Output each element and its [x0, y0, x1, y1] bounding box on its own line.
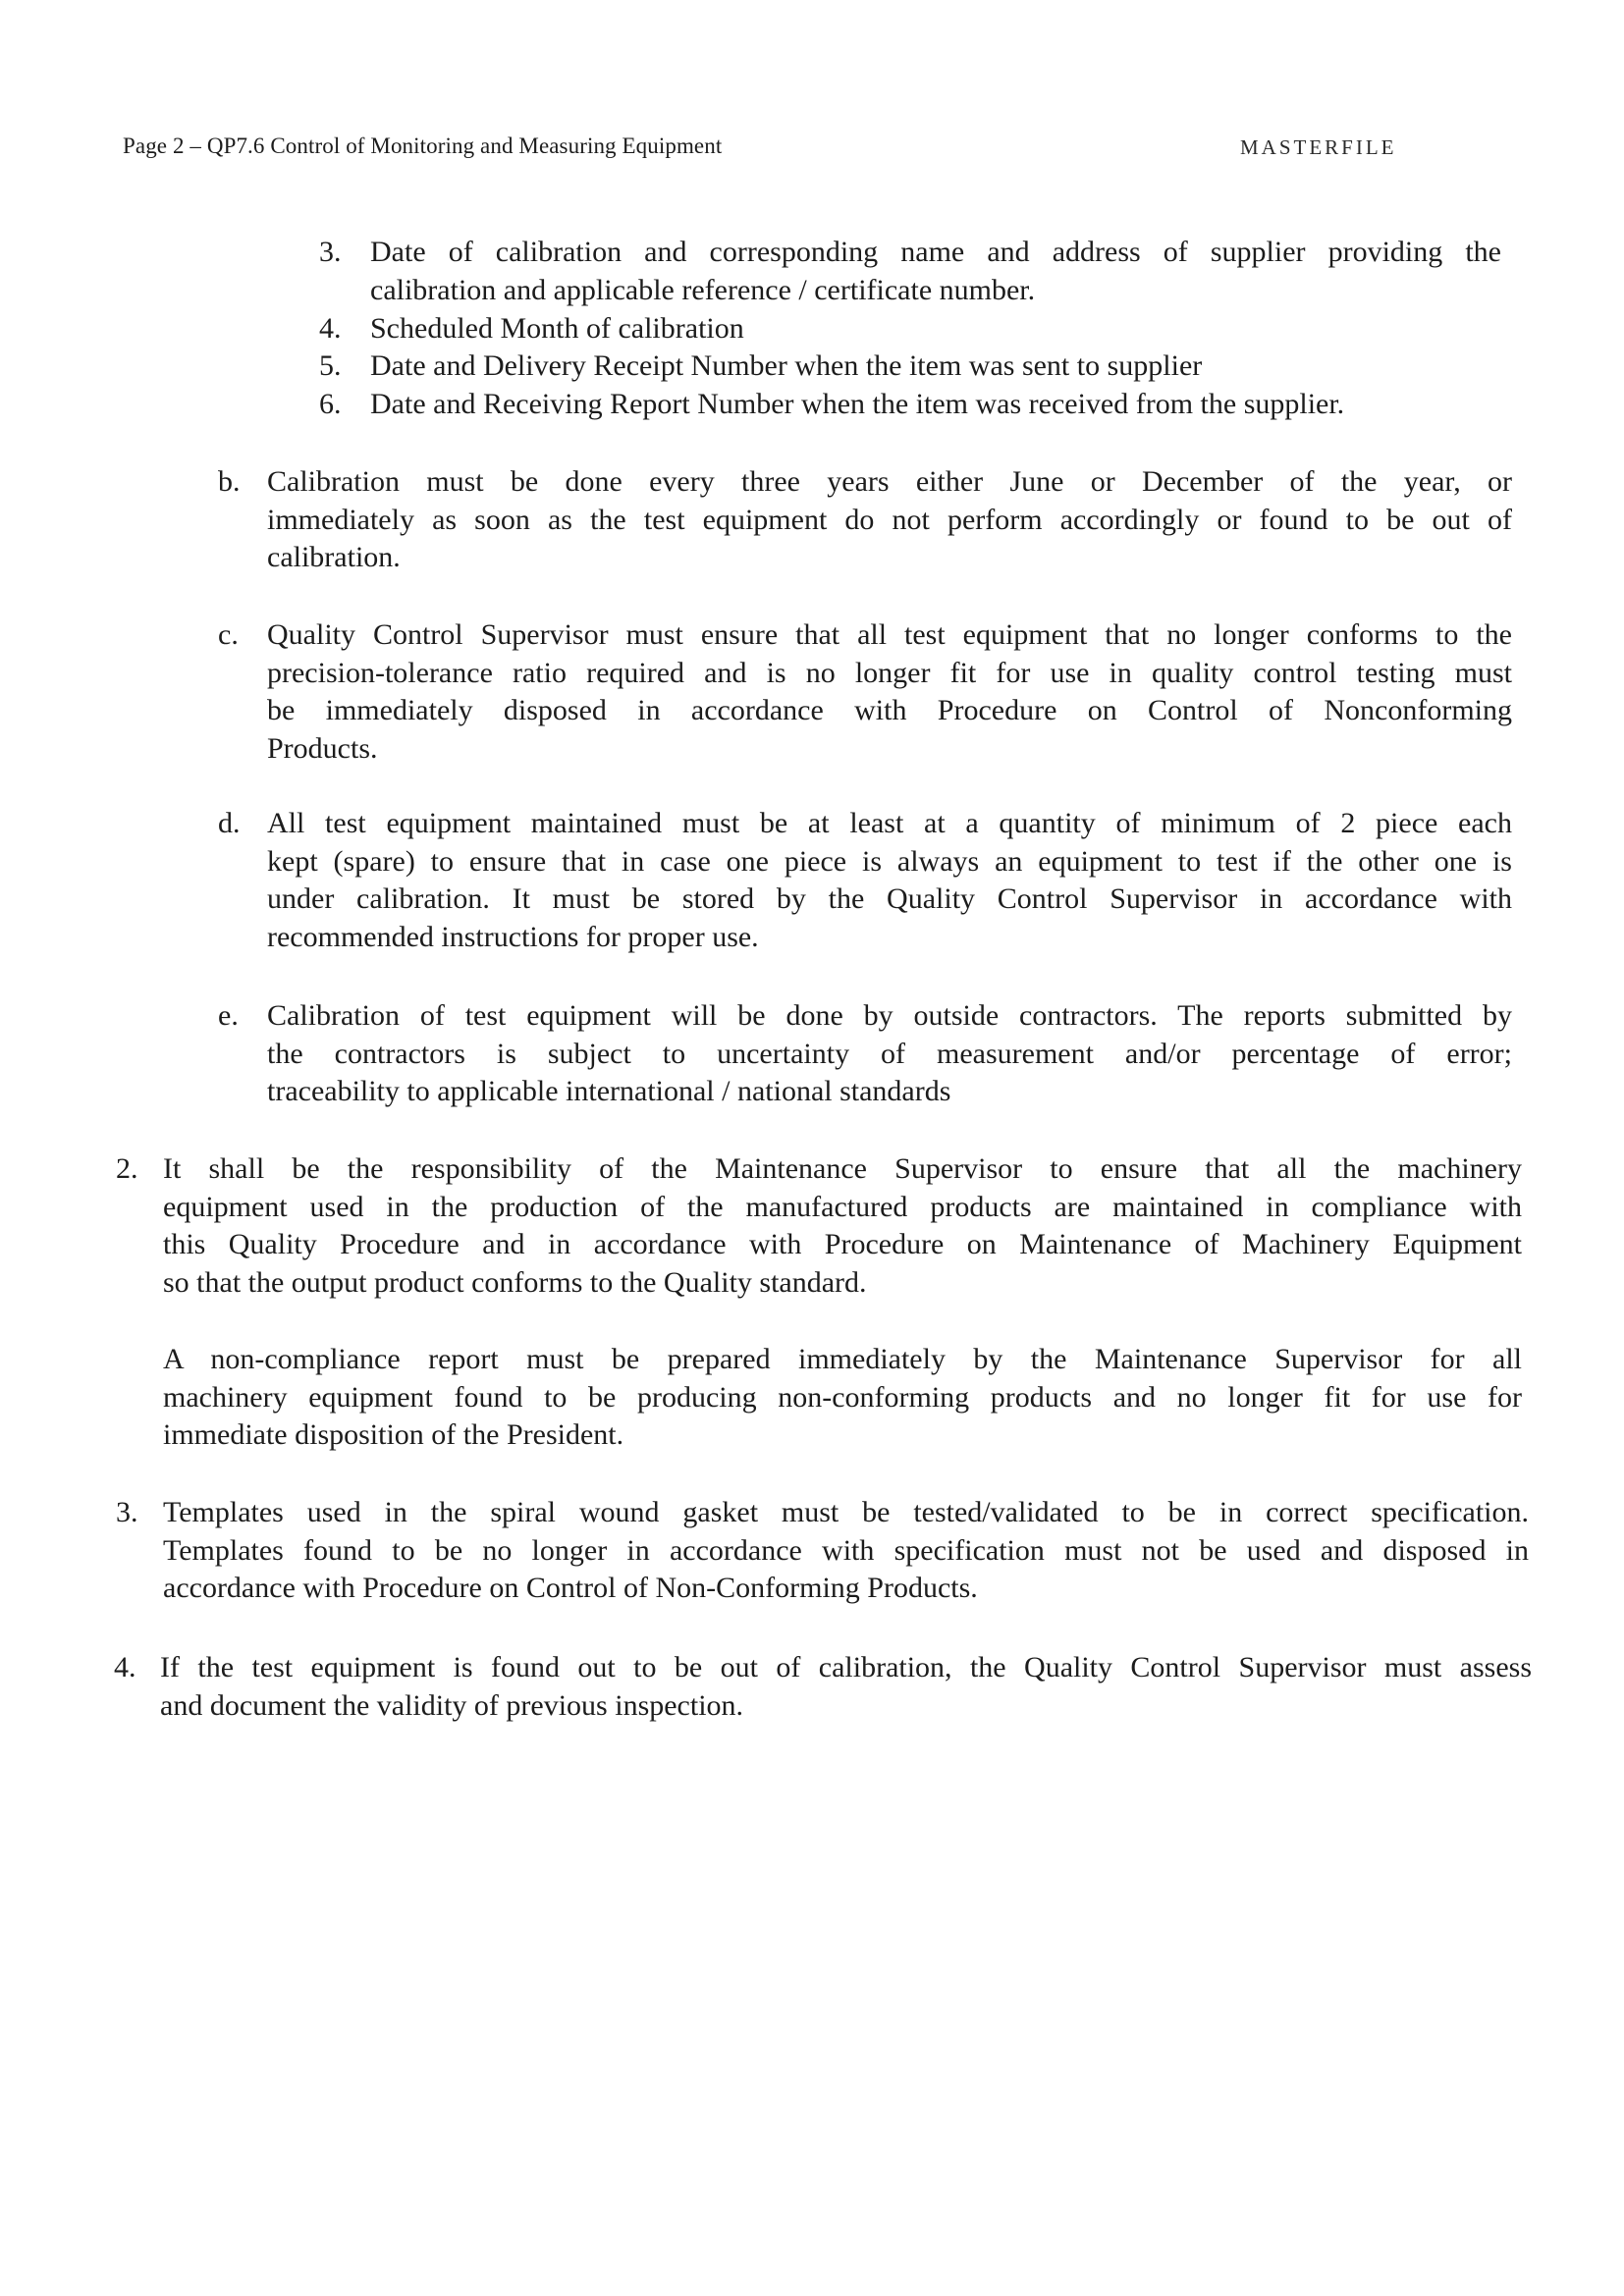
text-line: the contractors is subject to uncertainty of measurement and/or percentage of error; — [267, 1037, 1512, 1070]
list-item-text — [370, 347, 1501, 386]
text-line: Scheduled Month of calibration — [370, 312, 744, 345]
text-line: and document the validity of previous inspection. — [160, 1688, 744, 1722]
text-line: calibration. — [267, 541, 401, 573]
list-number: 5. — [319, 349, 342, 382]
list-item-text — [370, 386, 1501, 424]
text-line: Templates found to be no longer in accordance with specification must not be used and disposed in — [163, 1533, 1529, 1567]
text-line: It shall be the responsibility of the Maintenance Supervisor to ensure that all the machinery — [163, 1152, 1522, 1185]
sub-item-text — [267, 463, 1512, 577]
text-line: Quality Control Supervisor must ensure that all test equipment that no longer conforms to the — [267, 618, 1512, 651]
list-item-text — [370, 310, 1501, 348]
text-line: kept (spare) to ensure that in case one piece is always an equipment to test if the other one is — [267, 844, 1512, 878]
text-line: Templates used in the spiral wound gasket must be tested/validated to be in correct specification. — [163, 1496, 1529, 1528]
text-line: this Quality Procedure and in accordance with Procedure on Maintenance of Machinery Equipment — [163, 1228, 1522, 1260]
text-line: If the test equipment is found out to be out of calibration, the Quality Control Supervisor must assess — [160, 1651, 1532, 1683]
text-line: machinery equipment found to be producing non-conforming products and no longer fit for use for — [163, 1380, 1522, 1414]
sub-item-letter: d. — [218, 807, 241, 839]
main-item-paragraph — [163, 1150, 1522, 1302]
sub-item-letter: c. — [218, 618, 239, 651]
main-item-paragraph — [160, 1649, 1532, 1725]
text-line: Date and Delivery Receipt Number when the item was sent to supplier — [370, 349, 1203, 382]
text-line: equipment used in the production of the manufactured products are maintained in compliance with — [163, 1190, 1522, 1223]
text-line: Calibration must be done every three years either June or December of the year, or — [267, 465, 1512, 498]
text-line: All test equipment maintained must be at least at a quantity of minimum of 2 piece each — [267, 807, 1512, 839]
text-line: A non-compliance report must be prepared immediately by the Maintenance Supervisor for all — [163, 1343, 1522, 1375]
text-line: Date of calibration and corresponding name and address of supplier providing the — [370, 236, 1501, 268]
main-item-paragraph — [163, 1494, 1529, 1608]
text-line: precision-tolerance ratio required and is no longer fit for use in quality control testing must — [267, 656, 1512, 689]
list-number: 3. — [319, 236, 342, 268]
main-item-number: 3. — [116, 1496, 138, 1528]
main-item-number: 2. — [116, 1152, 138, 1185]
text-line: traceability to applicable international / national standards — [267, 1075, 951, 1107]
text-line: be immediately disposed in accordance with Procedure on Control of Nonconforming — [267, 694, 1512, 726]
sub-item-text — [267, 997, 1512, 1111]
text-line: immediate disposition of the President. — [163, 1418, 624, 1451]
list-item-text — [370, 234, 1501, 309]
text-line: immediately as soon as the test equipment do not perform accordingly or found to be out of — [267, 503, 1512, 536]
text-line: Calibration of test equipment will be done by outside contractors. The reports submitted by — [267, 999, 1512, 1032]
main-item-paragraph — [163, 1341, 1522, 1455]
main-item-number: 4. — [114, 1651, 136, 1683]
text-line: recommended instructions for proper use. — [267, 920, 759, 953]
sub-item-letter: e. — [218, 999, 239, 1032]
text-line: calibration and applicable reference / certificate number. — [370, 273, 1036, 306]
sub-item-letter: b. — [218, 465, 241, 498]
text-line: so that the output product conforms to the Quality standard. — [163, 1265, 867, 1299]
list-number: 4. — [319, 312, 342, 345]
page-header-title: Page 2 – QP7.6 Control of Monitoring and Measuring Equipment — [123, 133, 723, 158]
sub-item-text — [267, 616, 1512, 768]
sub-item-text — [267, 805, 1512, 956]
list-number: 6. — [319, 388, 342, 420]
text-line: Date and Receiving Report Number when the item was received from the supplier. — [370, 388, 1345, 420]
text-line: accordance with Procedure on Control of Non-Conforming Products. — [163, 1572, 978, 1604]
masterfile-label: MASTERFILE — [1240, 135, 1397, 159]
text-line: under calibration. It must be stored by the Quality Control Supervisor in accordance with — [267, 882, 1512, 915]
text-line: Products. — [267, 731, 378, 765]
